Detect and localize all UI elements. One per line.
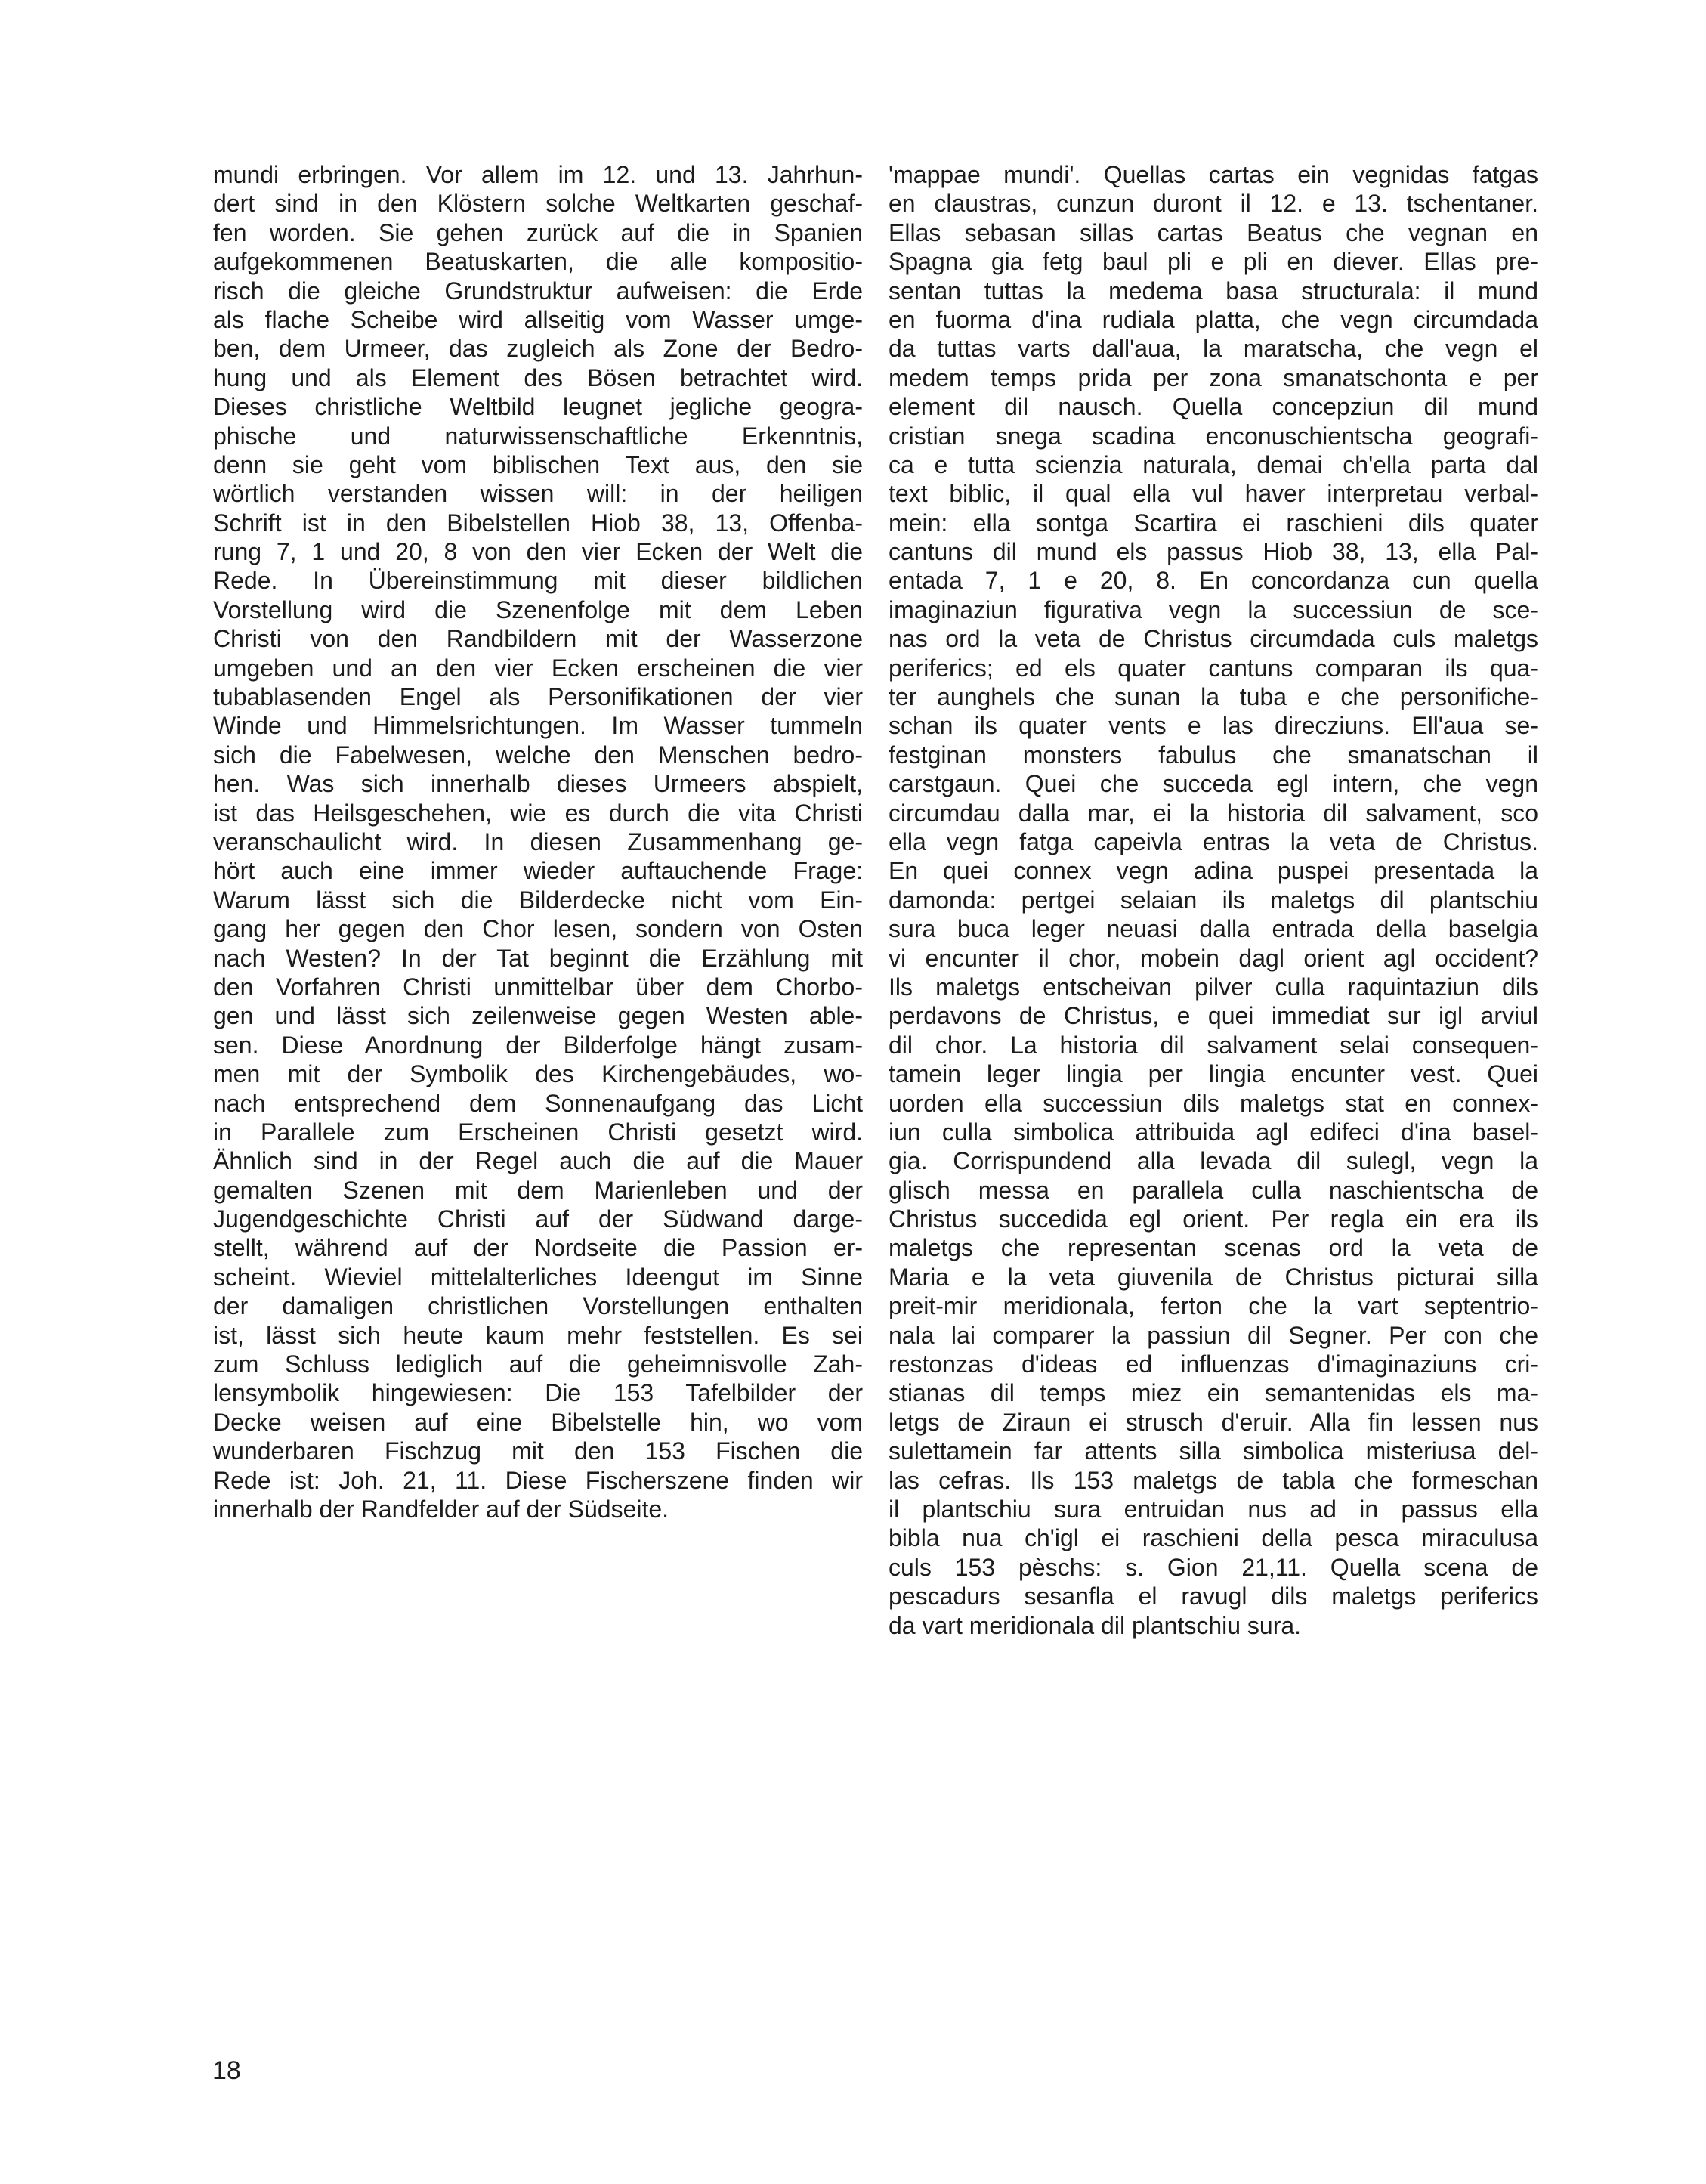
text-line: ist, lässt sich heute kaum mehr feststellen. Es sei (213, 1321, 863, 1349)
text-line: den Vorfahren Christi unmittelbar über dem Chorbo- (213, 973, 863, 1001)
text-line: ca e tutta scienzia naturala, demai ch'ella parta dal (889, 450, 1538, 478)
text-line: in Parallele zum Erscheinen Christi gesetzt wird. (213, 1118, 863, 1146)
text-line: gia. Corrispundend alla levada dil sulegl, vegn la (889, 1147, 1538, 1175)
text-line: restonzas d'ideas ed influenzas d'imaginaziuns cri- (889, 1350, 1538, 1378)
text-line: las cefras. Ils 153 maletgs de tabla che formeschan (889, 1466, 1538, 1494)
text-line: Vorstellung wird die Szenenfolge mit dem Leben (213, 595, 863, 623)
text-line: Christi von den Randbildern mit der Wasserzone (213, 625, 863, 653)
text-line: ben, dem Urmeer, das zugleich als Zone der Bedro- (213, 335, 863, 363)
text-line: Jugendgeschichte Christi auf der Südwand darge- (213, 1205, 863, 1233)
text-line: hen. Was sich innerhalb dieses Urmeers abspielt, (213, 770, 863, 798)
text-line: letgs de Ziraun ei strusch d'eruir. Alla fin lessen nus (889, 1408, 1538, 1436)
text-line: men mit der Symbolik des Kirchengebäudes, wo- (213, 1060, 863, 1088)
text-line: cristian snega scadina enconuschientscha geografi- (889, 422, 1538, 450)
text-line: en fuorma d'ina rudiala platta, che vegn circumdada (889, 305, 1538, 333)
text-line: Ähnlich sind in der Regel auch die auf die Mauer (213, 1147, 863, 1175)
text-line: ist das Heilsgeschehen, wie es durch die vita Christi (213, 799, 863, 827)
text-line: veranschaulicht wird. In diesen Zusammenhang ge- (213, 828, 863, 855)
text-line: carstgaun. Quei che succeda egl intern, che vegn (889, 770, 1538, 798)
text-line: mein: ella sontga Scartira ei raschieni dils quater (889, 509, 1538, 537)
text-line: risch die gleiche Grundstruktur aufweisen: die Erde (213, 277, 863, 305)
text-line: damonda: pertgei selaian ils maletgs dil plantschiu (889, 886, 1538, 914)
text-line: nach entsprechend dem Sonnenaufgang das Licht (213, 1089, 863, 1117)
text-line: Winde und Himmelsrichtungen. Im Wasser tummeln (213, 712, 863, 740)
text-line: preit-mir meridionala, ferton che la vart septentrio- (889, 1292, 1538, 1320)
text-line: Maria e la veta giuvenila de Christus picturai silla (889, 1263, 1538, 1291)
text-line: gemalten Szenen mit dem Marienleben und der (213, 1176, 863, 1204)
text-line: nach Westen? In der Tat beginnt die Erzählung mit (213, 944, 863, 972)
text-line: nala lai comparer la passiun dil Segner. Per con che (889, 1321, 1538, 1349)
text-line: festginan monsters fabulus che smanatschan il (889, 741, 1538, 769)
text-line: phische und naturwissenschaftliche Erkenntnis, (213, 422, 863, 450)
text-line: tamein leger lingia per lingia encunter vest. Quei (889, 1060, 1538, 1088)
text-line: Spagna gia fetg baul pli e pli en diever. Ellas pre- (889, 248, 1538, 276)
text-line: glisch messa en parallela culla naschientscha de (889, 1176, 1538, 1204)
text-line: dert sind in den Klöstern solche Weltkarten geschaf- (213, 190, 863, 218)
text-line: aufgekommenen Beatuskarten, die alle kompositio- (213, 248, 863, 276)
text-line: hung und als Element des Bösen betrachtet wird. (213, 363, 863, 391)
text-line: gang her gegen den Chor lesen, sondern von Osten (213, 915, 863, 943)
text-line: stianas dil temps miez ein semantenidas els ma- (889, 1379, 1538, 1407)
text-line: bibla nua ch'igl ei raschieni della pesca miraculusa (889, 1524, 1538, 1552)
text-line: Ellas sebasan sillas cartas Beatus che vegnan en (889, 218, 1538, 246)
text-line: wörtlich verstanden wissen will: in der heiligen (213, 480, 863, 508)
text-line: sura buca leger neuasi dalla entrada della baselgia (889, 915, 1538, 943)
text-line: da tuttas varts dall'aua, la maratscha, che vegn el (889, 335, 1538, 363)
text-line: denn sie geht vom biblischen Text aus, den sie (213, 450, 863, 478)
text-line: entada 7, 1 e 20, 8. En concordanza cun quella (889, 567, 1538, 595)
text-line: Decke weisen auf eine Bibelstelle hin, wo vom (213, 1408, 863, 1436)
page-number: 18 (212, 2056, 241, 2085)
german-text-column (213, 160, 863, 1524)
text-line: 'mappae mundi'. Quellas cartas ein vegnidas fatgas (889, 161, 1538, 188)
text-line: element dil nausch. Quella concepziun dil mund (889, 393, 1538, 421)
text-line: scheint. Wieviel mittelalterliches Ideengut im Sinne (213, 1263, 863, 1291)
text-line: Rede. In Übereinstimmung mit dieser bildlichen (213, 567, 863, 595)
text-line: cantuns dil mund els passus Hiob 38, 13, ella Pal- (889, 538, 1538, 566)
text-line: imaginaziun figurativa vegn la successiun de sce- (889, 595, 1538, 623)
text-line: sich die Fabelwesen, welche den Menschen bedro- (213, 741, 863, 769)
text-line: text biblic, il qual ella vul haver interpretau verbal- (889, 480, 1538, 508)
text-line: perdavons de Christus, e quei immediat sur igl arviul (889, 1002, 1538, 1030)
text-line: wunderbaren Fischzug mit den 153 Fischen die (213, 1437, 863, 1465)
text-line: Dieses christliche Weltbild leugnet jegliche geogra- (213, 393, 863, 421)
text-line: mundi erbringen. Vor allem im 12. und 13. Jahrhun- (213, 161, 863, 188)
text-line: iun culla simbolica attribuida agl edifeci d'ina basel- (889, 1118, 1538, 1146)
text-line: pescadurs sesanfla el ravugl dils maletgs periferics (889, 1582, 1538, 1610)
text-line: schan ils quater vents e las direcziuns. Ell'aua se- (889, 712, 1538, 740)
text-line: maletgs che representan scenas ord la veta de (889, 1234, 1538, 1262)
text-line: hört auch eine immer wieder auftauchende Frage: (213, 857, 863, 885)
text-line: Warum lässt sich die Bilderdecke nicht vom Ein- (213, 886, 863, 914)
text-line: dil chor. La historia dil salvament selai consequen- (889, 1031, 1538, 1059)
text-line: uorden ella successiun dils maletgs stat en connex- (889, 1089, 1538, 1117)
text-line: sulettamein far attents silla simbolica misteriusa del- (889, 1437, 1538, 1465)
text-line: Christus succedida egl orient. Per regla ein era ils (889, 1205, 1538, 1233)
text-line: der damaligen christlichen Vorstellungen enthalten (213, 1292, 863, 1320)
text-line: tubablasenden Engel als Personifikationen der vier (213, 683, 863, 711)
text-line: da vart meridionala dil plantschiu sura. (889, 1611, 1302, 1639)
text-line: umgeben und an den vier Ecken erscheinen die vier (213, 654, 863, 682)
text-line: en claustras, cunzun duront il 12. e 13. tschentaner. (889, 190, 1538, 218)
text-line: Rede ist: Joh. 21, 11. Diese Fischerszene finden wir (213, 1466, 863, 1494)
text-line: vi encunter il chor, mobein dagl orient agl occident? (889, 944, 1538, 972)
text-line: periferics; ed els quater cantuns comparan ils qua- (889, 654, 1538, 682)
text-line: medem temps prida per zona smanatschonta e per (889, 363, 1538, 391)
text-line: culs 153 pèschs: s. Gion 21,11. Quella scena de (889, 1553, 1538, 1581)
text-line: als flache Scheibe wird allseitig vom Wasser umge- (213, 305, 863, 333)
text-line: gen und lässt sich zeilenweise gegen Westen able- (213, 1002, 863, 1030)
text-line: Ils maletgs entscheivan pilver culla raquintaziun dils (889, 973, 1538, 1001)
text-line: circumdau dalla mar, ei la historia dil salvament, sco (889, 799, 1538, 827)
text-line: fen worden. Sie gehen zurück auf die in Spanien (213, 218, 863, 246)
text-line: sentan tuttas la medema basa structurala: il mund (889, 277, 1538, 305)
text-line: zum Schluss lediglich auf die geheimnisvolle Zah- (213, 1350, 863, 1378)
text-line: En quei connex vegn adina puspei presentada la (889, 857, 1538, 885)
text-line: il plantschiu sura entruidan nus ad in passus ella (889, 1495, 1538, 1523)
text-line: innerhalb der Randfelder auf der Südseite. (213, 1495, 669, 1523)
text-line: sen. Diese Anordnung der Bilderfolge hängt zusam- (213, 1031, 863, 1059)
text-line: ter aunghels che sunan la tuba e che personifiche- (889, 683, 1538, 711)
romansh-text-column (889, 160, 1538, 1640)
text-line: ella vegn fatga capeivla entras la veta de Christus. (889, 828, 1538, 855)
text-line: rung 7, 1 und 20, 8 von den vier Ecken der Welt die (213, 538, 863, 566)
text-line: lensymbolik hingewiesen: Die 153 Tafelbilder der (213, 1379, 863, 1407)
text-line: nas ord la veta de Christus circumdada culs maletgs (889, 625, 1538, 653)
text-line: stellt, während auf der Nordseite die Passion er- (213, 1234, 863, 1262)
text-line: Schrift ist in den Bibelstellen Hiob 38, 13, Offenba- (213, 509, 863, 537)
